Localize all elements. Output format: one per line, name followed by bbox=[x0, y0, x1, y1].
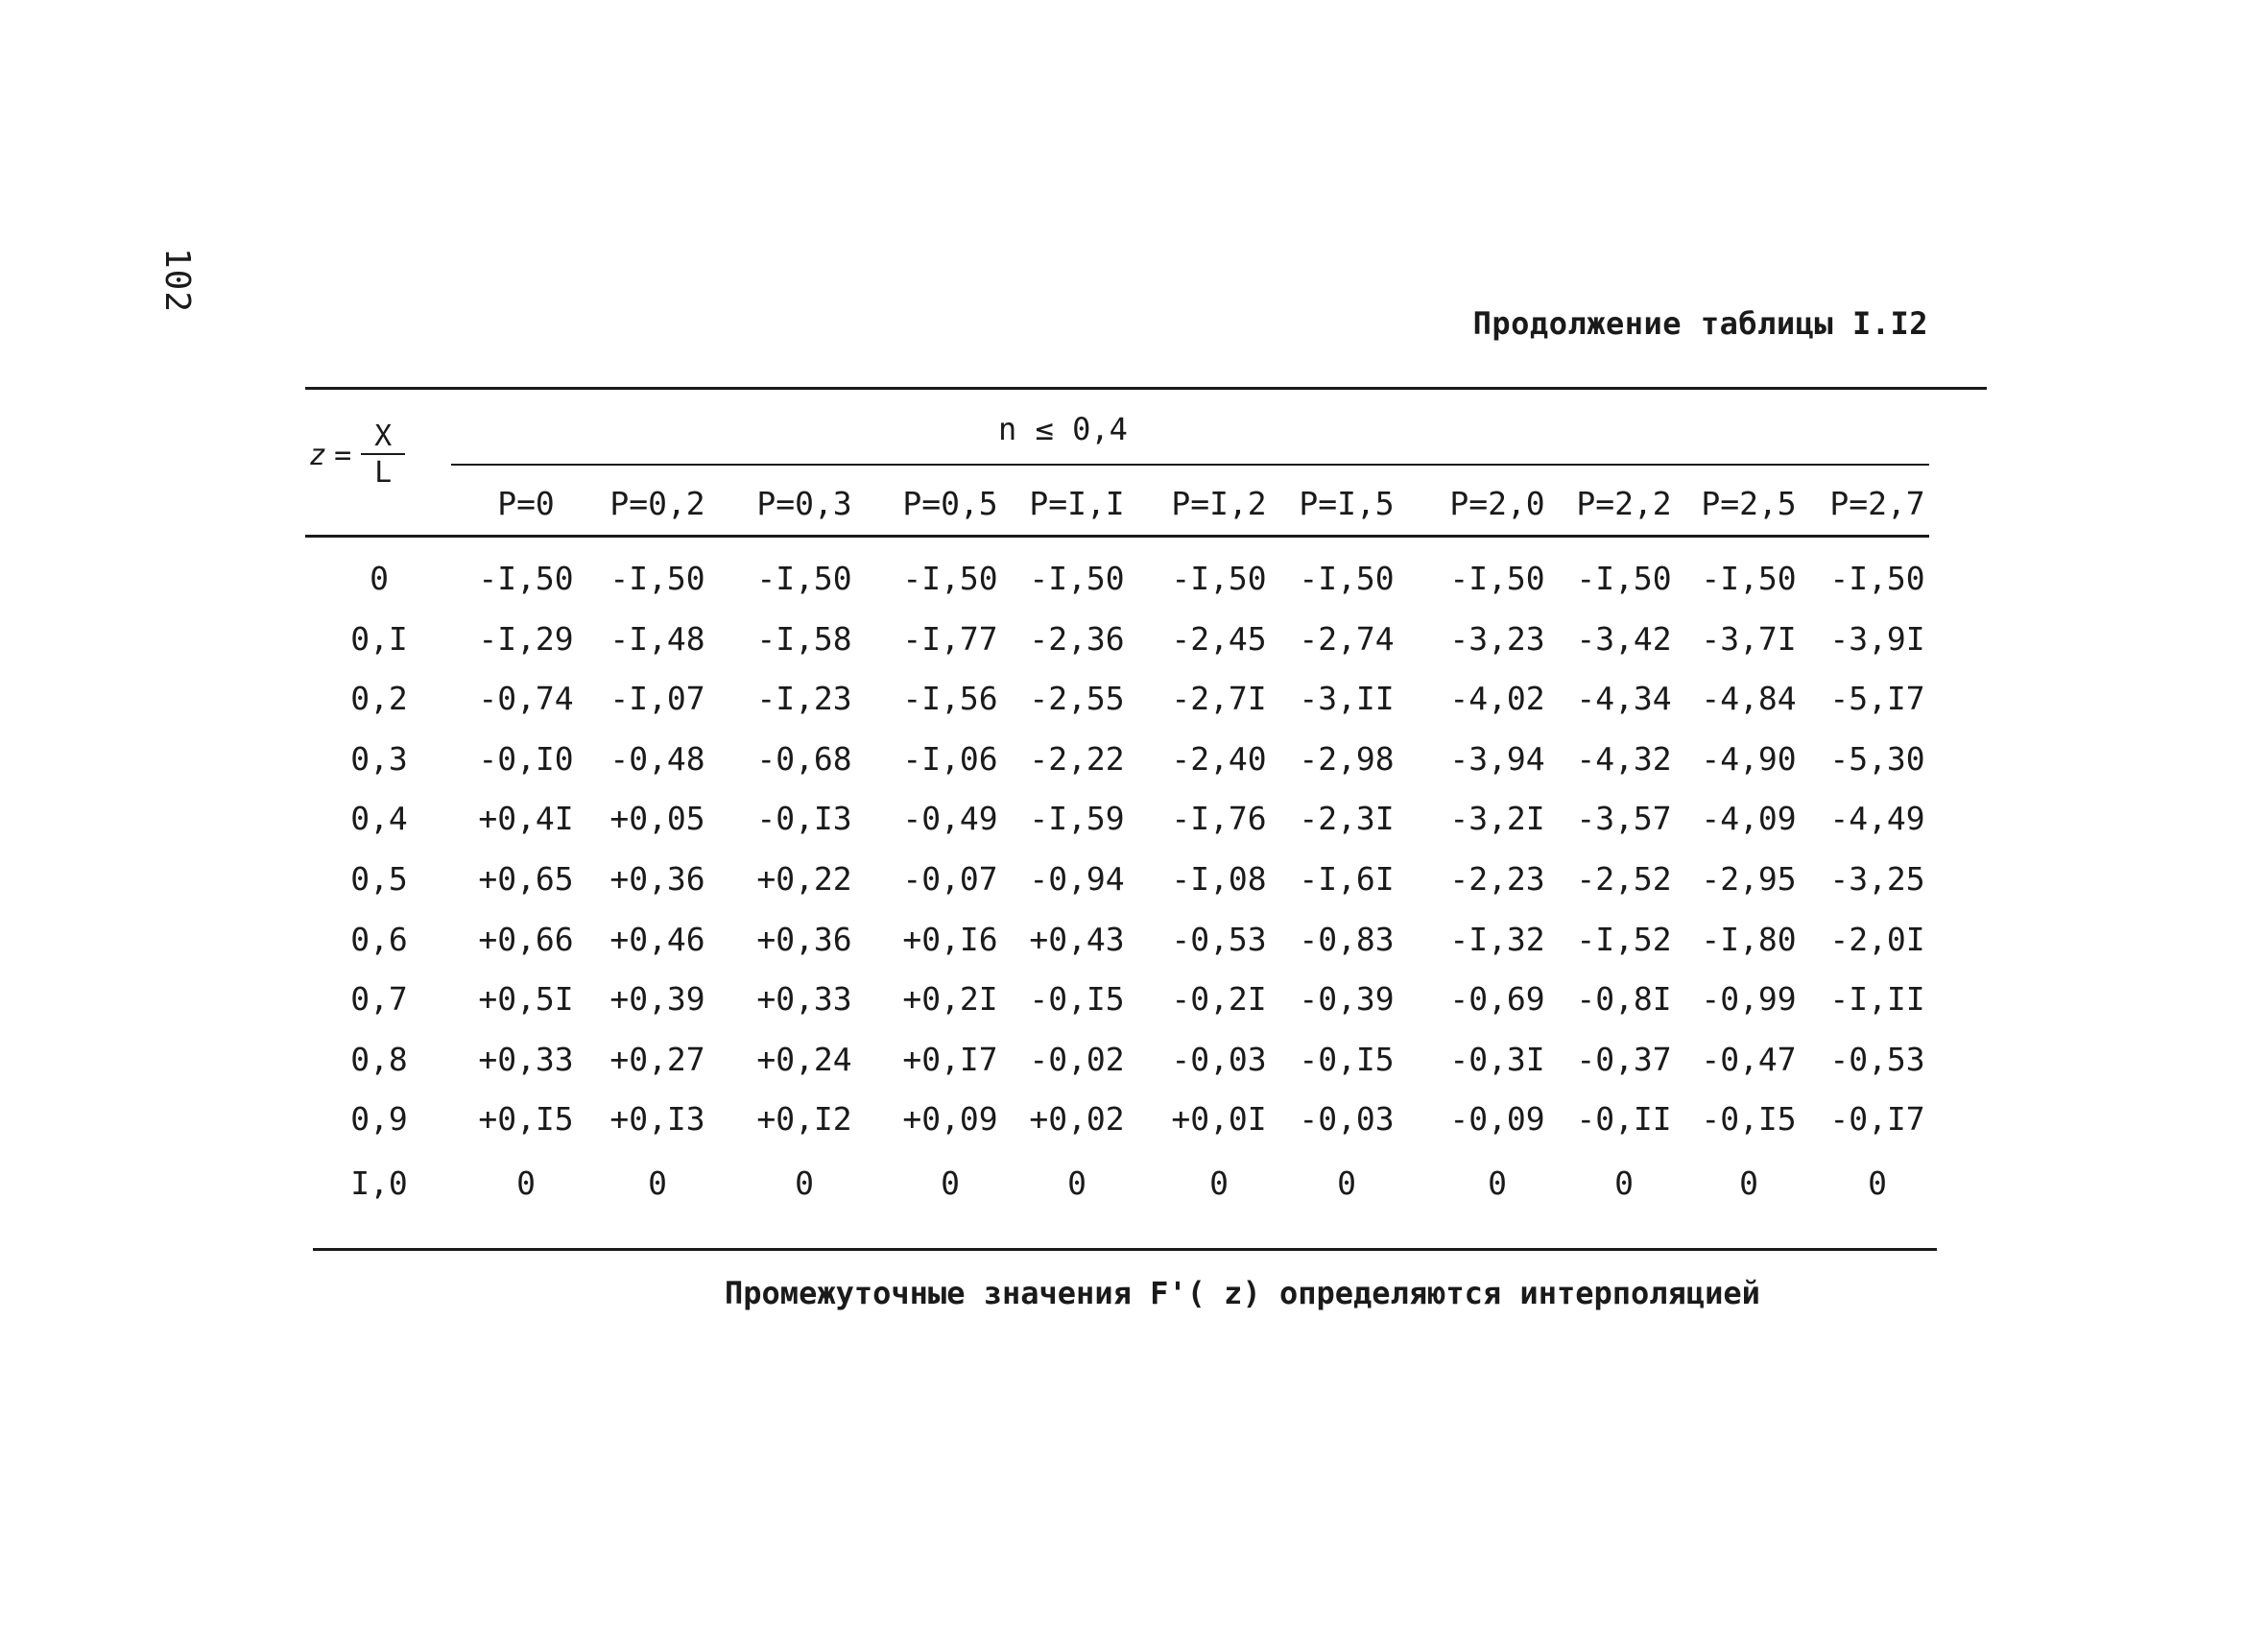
table-cell: +0,36 bbox=[756, 921, 852, 958]
table-cell: -0,39 bbox=[1299, 980, 1395, 1018]
table-cell: -0,I3 bbox=[756, 800, 852, 837]
table-cell: -0,03 bbox=[1171, 1041, 1267, 1078]
table-cell: -I,50 bbox=[1829, 560, 1925, 597]
row-z-value: 0 bbox=[370, 560, 389, 597]
table-cell: +0,5I bbox=[478, 980, 574, 1018]
table-cell: -I,80 bbox=[1701, 921, 1797, 958]
table-cell: -3,57 bbox=[1576, 800, 1672, 837]
stub-variable: z bbox=[309, 438, 327, 472]
row-z-value: 0,I bbox=[350, 620, 408, 658]
table-cell: -I,59 bbox=[1029, 800, 1125, 837]
table-cell: -I,50 bbox=[1299, 560, 1395, 597]
table-cell: +0,4I bbox=[478, 800, 574, 837]
table-cell: -I,50 bbox=[1701, 560, 1797, 597]
table-cell: +0,65 bbox=[478, 860, 574, 898]
table-cell: -2,52 bbox=[1576, 860, 1672, 898]
table-cell: -2,95 bbox=[1701, 860, 1797, 898]
table-cell: -2,36 bbox=[1029, 620, 1125, 658]
table-cell: 0 bbox=[1209, 1164, 1229, 1202]
table-cell: -0,49 bbox=[902, 800, 998, 837]
table-cell: -I,06 bbox=[902, 740, 998, 778]
table-cell: +0,22 bbox=[756, 860, 852, 898]
table-cell: -I,77 bbox=[902, 620, 998, 658]
footnote: Промежуточные значения F'( z) определяются интерполяцией bbox=[725, 1275, 1760, 1311]
table-cell: -0,09 bbox=[1449, 1100, 1545, 1138]
table-cell: -I,II bbox=[1829, 980, 1925, 1018]
page-number: 102 bbox=[157, 248, 197, 314]
column-header: P=2,0 bbox=[1449, 485, 1545, 522]
table-cell: -3,II bbox=[1299, 680, 1395, 717]
column-header: P=0 bbox=[497, 485, 555, 522]
table-cell: -0,74 bbox=[478, 680, 574, 717]
table-cell: -0,53 bbox=[1171, 921, 1267, 958]
table-cell: +0,33 bbox=[756, 980, 852, 1018]
table-cell: -0,3I bbox=[1449, 1041, 1545, 1078]
table-cell: -3,7I bbox=[1701, 620, 1797, 658]
table-cell: -2,3I bbox=[1299, 800, 1395, 837]
table-cell: -2,45 bbox=[1171, 620, 1267, 658]
table-cell: +0,I3 bbox=[609, 1100, 705, 1138]
header-bottom-rule bbox=[305, 535, 1929, 538]
table-cell: -I,50 bbox=[1449, 560, 1545, 597]
table-cell: -I,50 bbox=[1576, 560, 1672, 597]
table-cell: 0 bbox=[516, 1164, 536, 1202]
table-cell: -I,58 bbox=[756, 620, 852, 658]
span-header: n ≤ 0,4 bbox=[998, 411, 1128, 447]
table-cell: -0,I5 bbox=[1701, 1100, 1797, 1138]
table-cell: -0,2I bbox=[1171, 980, 1267, 1018]
table-cell: -I,08 bbox=[1171, 860, 1267, 898]
table-cell: -2,55 bbox=[1029, 680, 1125, 717]
stub-numerator: X bbox=[361, 422, 405, 455]
table-cell: +0,24 bbox=[756, 1041, 852, 1078]
table-cell: +0,27 bbox=[609, 1041, 705, 1078]
column-header: P=2,7 bbox=[1829, 485, 1925, 522]
table-cell: -3,23 bbox=[1449, 620, 1545, 658]
table-cell: -4,49 bbox=[1829, 800, 1925, 837]
stub-equals: = bbox=[334, 438, 352, 472]
table-cell: -3,25 bbox=[1829, 860, 1925, 898]
table-cell: -2,74 bbox=[1299, 620, 1395, 658]
table-cell: +0,I5 bbox=[478, 1100, 574, 1138]
table-cell: -I,48 bbox=[609, 620, 705, 658]
table-cell: 0 bbox=[648, 1164, 667, 1202]
column-header: P=0,3 bbox=[756, 485, 852, 522]
table-cell: +0,2I bbox=[902, 980, 998, 1018]
table-cell: +0,I7 bbox=[902, 1041, 998, 1078]
table-cell: -0,69 bbox=[1449, 980, 1545, 1018]
table-top-rule bbox=[305, 387, 1987, 390]
stub-header bbox=[309, 422, 405, 488]
column-header: P=I,5 bbox=[1299, 485, 1395, 522]
table-cell: -4,09 bbox=[1701, 800, 1797, 837]
table-cell: +0,43 bbox=[1029, 921, 1125, 958]
table-cell: -0,I5 bbox=[1029, 980, 1125, 1018]
table-cell: -4,02 bbox=[1449, 680, 1545, 717]
row-z-value: 0,3 bbox=[350, 740, 408, 778]
table-cell: -0,I0 bbox=[478, 740, 574, 778]
table-cell: -I,76 bbox=[1171, 800, 1267, 837]
table-caption: Продолжение таблицы I.I2 bbox=[1472, 305, 1928, 342]
span-header-rule bbox=[451, 464, 1929, 466]
table-cell: -5,I7 bbox=[1829, 680, 1925, 717]
table-cell: -I,50 bbox=[478, 560, 574, 597]
table-cell: 0 bbox=[1488, 1164, 1507, 1202]
row-z-value: 0,8 bbox=[350, 1041, 408, 1078]
table-cell: -0,68 bbox=[756, 740, 852, 778]
table-cell: -0,03 bbox=[1299, 1100, 1395, 1138]
table-cell: -I,07 bbox=[609, 680, 705, 717]
table-cell: -I,29 bbox=[478, 620, 574, 658]
table-cell: 0 bbox=[1739, 1164, 1758, 1202]
table-cell: +0,05 bbox=[609, 800, 705, 837]
table-cell: +0,09 bbox=[902, 1100, 998, 1138]
row-z-value: 0,2 bbox=[350, 680, 408, 717]
table-cell: 0 bbox=[795, 1164, 814, 1202]
table-cell: 0 bbox=[1337, 1164, 1356, 1202]
table-cell: -I,56 bbox=[902, 680, 998, 717]
table-cell: -3,42 bbox=[1576, 620, 1672, 658]
table-cell: -I,50 bbox=[902, 560, 998, 597]
table-cell: -2,0I bbox=[1829, 921, 1925, 958]
table-cell: -0,II bbox=[1576, 1100, 1672, 1138]
table-cell: -3,2I bbox=[1449, 800, 1545, 837]
table-cell: +0,02 bbox=[1029, 1100, 1125, 1138]
table-cell: -5,30 bbox=[1829, 740, 1925, 778]
table-cell: -4,32 bbox=[1576, 740, 1672, 778]
table-cell: -0,8I bbox=[1576, 980, 1672, 1018]
table-cell: -0,48 bbox=[609, 740, 705, 778]
stub-fraction bbox=[361, 422, 405, 488]
row-z-value: 0,4 bbox=[350, 800, 408, 837]
table-cell: -0,94 bbox=[1029, 860, 1125, 898]
column-header: P=0,5 bbox=[902, 485, 998, 522]
row-z-value: 0,5 bbox=[350, 860, 408, 898]
table-cell: -I,50 bbox=[1171, 560, 1267, 597]
table-cell: -0,I5 bbox=[1299, 1041, 1395, 1078]
table-cell: +0,36 bbox=[609, 860, 705, 898]
table-cell: -2,98 bbox=[1299, 740, 1395, 778]
table-cell: -I,52 bbox=[1576, 921, 1672, 958]
table-cell: 0 bbox=[1868, 1164, 1887, 1202]
table-cell: +0,33 bbox=[478, 1041, 574, 1078]
table-cell: -0,83 bbox=[1299, 921, 1395, 958]
table-cell: +0,I2 bbox=[756, 1100, 852, 1138]
row-z-value: I,0 bbox=[350, 1164, 408, 1202]
table-cell: -2,40 bbox=[1171, 740, 1267, 778]
table-cell: -I,6I bbox=[1299, 860, 1395, 898]
table-bottom-rule bbox=[313, 1248, 1937, 1251]
column-header: P=I,I bbox=[1029, 485, 1125, 522]
table-cell: 0 bbox=[1614, 1164, 1634, 1202]
table-cell: -0,99 bbox=[1701, 980, 1797, 1018]
table-cell: -0,02 bbox=[1029, 1041, 1125, 1078]
table-cell: +0,39 bbox=[609, 980, 705, 1018]
row-z-value: 0,7 bbox=[350, 980, 408, 1018]
table-cell: -3,9I bbox=[1829, 620, 1925, 658]
table-cell: -0,47 bbox=[1701, 1041, 1797, 1078]
table-cell: -0,53 bbox=[1829, 1041, 1925, 1078]
table-cell: 0 bbox=[941, 1164, 960, 1202]
table-cell: +0,46 bbox=[609, 921, 705, 958]
table-cell: -4,90 bbox=[1701, 740, 1797, 778]
table-cell: -I,50 bbox=[609, 560, 705, 597]
table-cell: -I,50 bbox=[756, 560, 852, 597]
table-cell: -2,22 bbox=[1029, 740, 1125, 778]
table-cell: +0,0I bbox=[1171, 1100, 1267, 1138]
table-cell: -2,7I bbox=[1171, 680, 1267, 717]
column-header: P=2,5 bbox=[1701, 485, 1797, 522]
table-cell: +0,66 bbox=[478, 921, 574, 958]
table-cell: -4,34 bbox=[1576, 680, 1672, 717]
table-cell: -0,37 bbox=[1576, 1041, 1672, 1078]
table-cell: -I,32 bbox=[1449, 921, 1545, 958]
column-header: P=2,2 bbox=[1576, 485, 1672, 522]
stub-denominator: L bbox=[374, 456, 393, 490]
table-cell: -0,I7 bbox=[1829, 1100, 1925, 1138]
column-header: P=0,2 bbox=[609, 485, 705, 522]
row-z-value: 0,9 bbox=[350, 1100, 408, 1138]
table-cell: -3,94 bbox=[1449, 740, 1545, 778]
column-header: P=I,2 bbox=[1171, 485, 1267, 522]
table-cell: +0,I6 bbox=[902, 921, 998, 958]
table-cell: -4,84 bbox=[1701, 680, 1797, 717]
table-cell: -0,07 bbox=[902, 860, 998, 898]
table-cell: -I,23 bbox=[756, 680, 852, 717]
table-cell: 0 bbox=[1067, 1164, 1086, 1202]
row-z-value: 0,6 bbox=[350, 921, 408, 958]
table-cell: -I,50 bbox=[1029, 560, 1125, 597]
table-cell: -2,23 bbox=[1449, 860, 1545, 898]
